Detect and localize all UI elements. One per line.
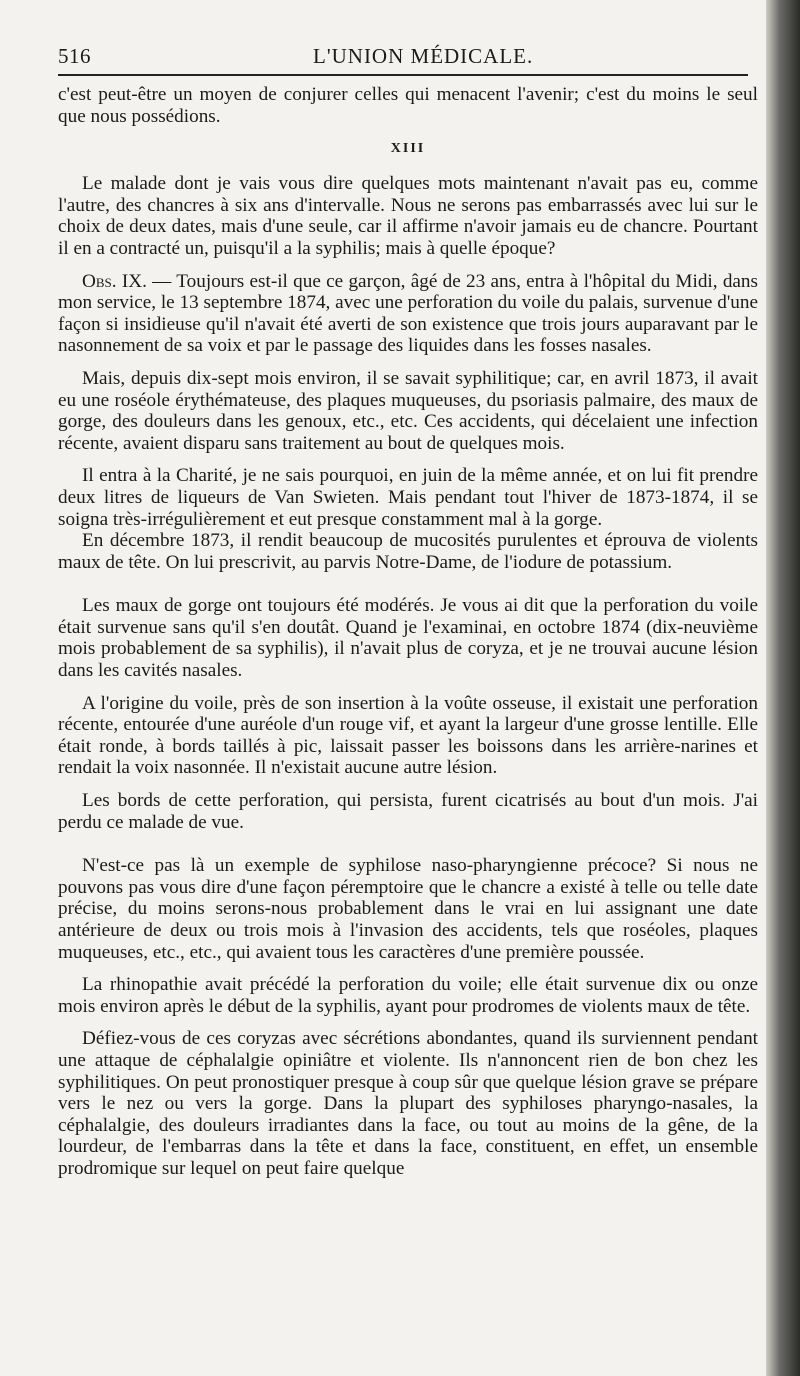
paragraph-continuation: c'est peut-être un moyen de conjurer celles qui menacent l'avenir; c'est du moins le seul que nous possédions. xyxy=(58,84,758,127)
header-rule xyxy=(58,74,748,76)
page-number: 516 xyxy=(58,44,91,68)
article-body xyxy=(58,84,758,1180)
paragraph: Défiez-vous de ces coryzas avec sécrétions abondantes, quand ils surviennent pendant une attaque de céphalalgie opiniâtre et violente. Ils n'annoncent rien de bon chez les syphilitiques. On peut pronostiquer presque à coup sûr que quelque lésion grave se prépare vers le nez ou vers la gorge. Dans la plupart des syphiloses pharyngo-nasales, la céphalalgie, des douleurs irradiantes dans la face, ou tout au moins de la gêne, de la lourdeur, de l'embarras dans la tête et dans la face, constituent, en effet, un ensemble prodromique sur lequel on peut faire quelque xyxy=(58,1028,758,1179)
paragraph: Le malade dont je vais vous dire quelques mots maintenant n'avait pas eu, comme l'autre, des chancres à six ans d'intervalle. Nous ne serons pas embarrassés avec lui sur le choix de deux dates, mais d'une seule, car il affirme n'avoir jamais eu de chancre. Pourtant il en a contracté un, puisqu'il a la syphilis; mais à quelle époque? xyxy=(58,173,758,259)
observation-label: Obs. IX. xyxy=(82,270,147,292)
paragraph: Les bords de cette perforation, qui persista, furent cicatrisés au bout d'un mois. J'ai perdu ce malade de vue. xyxy=(58,790,758,833)
paragraph: A l'origine du voile, près de son insertion à la voûte osseuse, il existait une perforation récente, entourée d'une auréole d'un rouge vif, et ayant la largeur d'une grosse lentille. Elle était ronde, à bords taillés à pic, laissait passer les boissons dans les arrière-narines et rendait la voix nasonnée. Il n'existait aucune autre lésion. xyxy=(58,692,758,779)
paragraph: N'est-ce pas là un exemple de syphilose naso-pharyngienne précoce? Si nous ne pouvons pas vous dire d'une façon péremptoire que le chancre a existé à telle ou telle date précise, du moins serons-nous probablement dans le vrai en lui assignant une date antérieure de deux ou trois mois à l'invasion des accidents, tels que roséoles, plaques muqueuses, etc., etc., qui avaient tous les caractères d'une première poussée. xyxy=(58,855,758,963)
paragraph: La rhinopathie avait précédé la perforation du voile; elle était survenue dix ou onze mois environ après le début de la syphilis, ayant pour prodromes de violents maux de tête. xyxy=(58,974,758,1017)
journal-title: L'UNION MÉDICALE. xyxy=(313,44,534,68)
paragraph: Mais, depuis dix-sept mois environ, il se savait syphilitique; car, en avril 1873, il avait eu une roséole érythémateuse, des plaques muqueuses, du psoriasis palmaire, des maux de gorge, des douleurs dans les genoux, etc., etc. Ces accidents, qui décelaient une infection récente, avaient disparu sans traitement au bout de quelques mois. xyxy=(58,367,758,454)
observation-paragraph xyxy=(58,271,758,357)
paragraph: Les maux de gorge ont toujours été modérés. Je vous ai dit que la perforation du voile était survenue sans qu'il s'en doutât. Quand je l'examinai, en octobre 1874 (dix-neuvième mois probablement de sa syphilis), il n'avait plus de coryza, et je ne trouvai aucune lésion dans les cavités nasales. xyxy=(58,595,758,682)
paragraph: En décembre 1873, il rendit beaucoup de mucosités purulentes et éprouva de violents maux de tête. On lui prescrivit, au parvis Notre-Dame, de l'iodure de potassium. xyxy=(58,530,758,573)
section-number: XIII xyxy=(390,141,426,157)
observation-text: — Toujours est-il que ce garçon, âgé de 23 ans, entra à l'hôpital du Midi, dans mon service, le 13 septembre 1874, avec une perforation du voile du palais, survenue d'une façon si insidieuse qu'il n'avait été averti de son existence que trois jours auparavant par le nasonnement de sa voix et par le passage des liquides dans les fosses nasales. xyxy=(58,270,758,357)
running-head xyxy=(58,40,748,72)
paragraph: Il entra à la Charité, je ne sais pourquoi, en juin de la même année, et on lui fit prendre deux litres de liqueurs de Van Swieten. Mais pendant tout l'hiver de 1873-1874, il se soigna très-irrégulièrement et eut presque constamment mal à la gorge. xyxy=(58,465,758,530)
book-edge-shadow xyxy=(766,0,800,1376)
